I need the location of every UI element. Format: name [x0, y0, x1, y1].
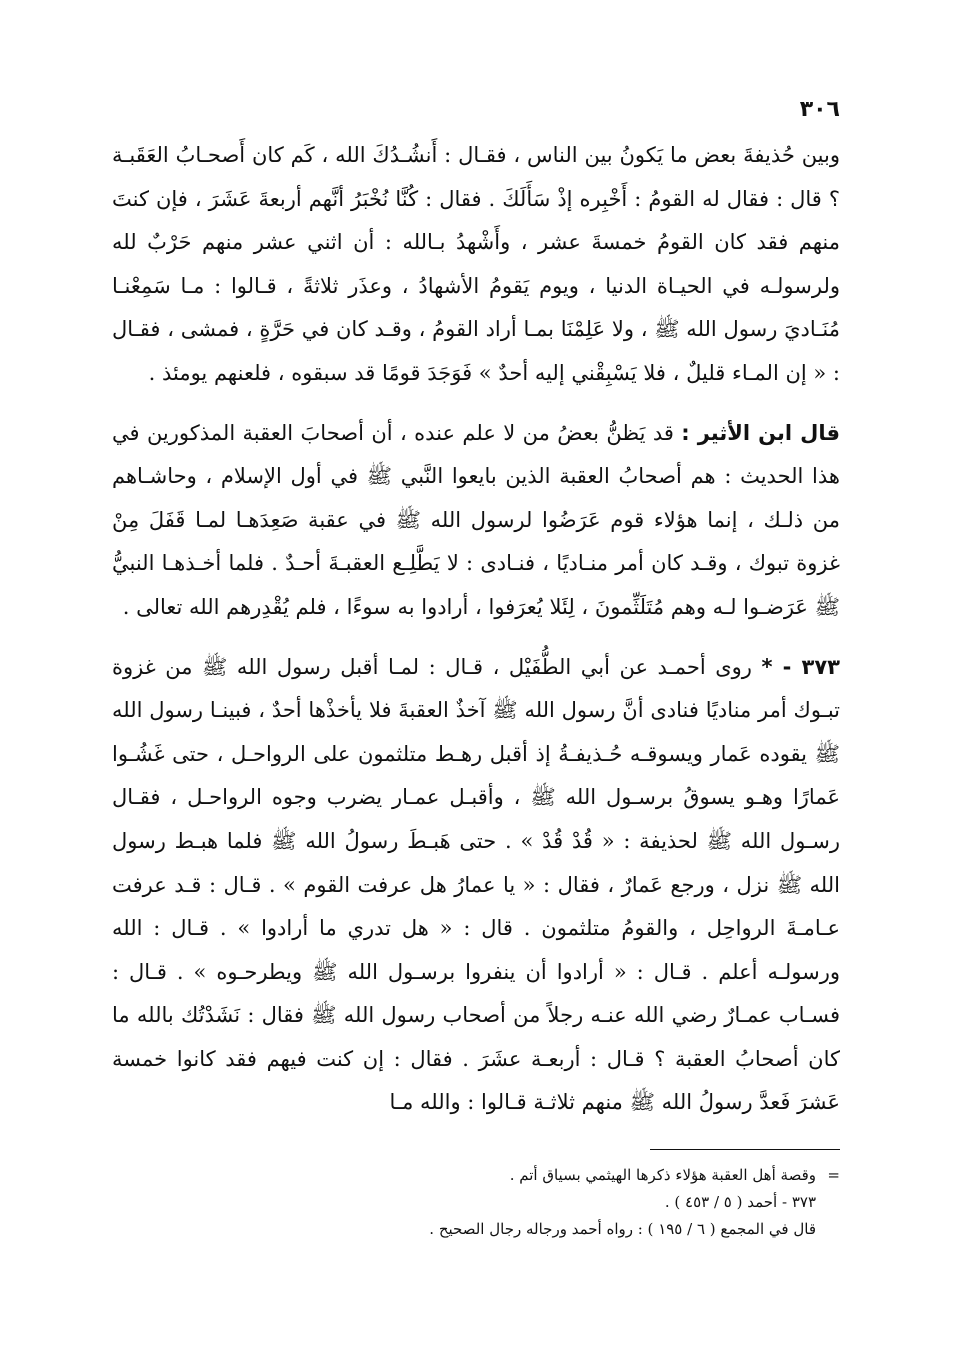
paragraph-1 — [112, 134, 840, 396]
hadith-number: ٣٧٣ - * — [761, 654, 840, 679]
footnote-line — [112, 1162, 840, 1189]
footnote-text: وقصة أهل العقبة هؤلاء ذكرها الهيثمي بسياق أتم . — [509, 1166, 816, 1185]
footnote-divider — [650, 1149, 840, 1150]
footnote-marker — [816, 1216, 840, 1243]
paragraph-3 — [112, 646, 840, 1126]
paragraph-text: روى أحمـد عن أبي الطُّفَيْل ، قـال : لمـا أقبل رسول الله ﷺ من غزوة تبـوك أمر مناديًا فنادى أنَّ رسول الله ﷺ آخذٌ العقبةَ فلا يأخذْها أحدٌ ، فبينـا رسول الله ﷺ يقوده عَمار ويسوقـه حُـذيفـةُ إذ أقبل رهـط متلثمون على الرواحـل ، حتى غَشُـوا عَمارًا وهـو يسوقُ برسـول الله ﷺ ، وأقبـل عمـار يضرب وجوه الرواحـل ، فقـال رسـول الله ﷺ لحذيفة : « قُدْ قُدْ » . حتى هَبـطَ رسولُ الله ﷺ فلما هبـط رسول الله ﷺ نزل ، ورجع عَمارٌ ، فقال : « يا عمارُ هل عرفت القوم » . قـال : قـد عرفت عـامـةَ الرواحِل ، والقومُ متلثمون . قال : « هل تدري ما أرادوا » . قـال : الله ورسولـه أعلم . قـال : « أرادوا أن ينفروا برسـول الله ﷺ ويطرحـوه » . قـال : فسـاب عمـارٌ رضي الله عنـه رجلاً من أصحاب رسول الله ﷺ فقال : نَشَدْتُك بالله ما كان أصحابُ العقبة ؟ قـال : أربعـة عشَرَ . فقال : إن كنت فيهم فقد كانوا خمسة عَشرَ فَعدَّ رسولُ الله ﷺ منهم ثلاثـة قـالوا : والله مـا — [112, 654, 840, 1115]
footnote-text: ٣٧٣ - أحمد ( ٥ / ٤٥٣ ) . — [664, 1193, 816, 1212]
paragraph-2 — [112, 412, 840, 630]
paragraph-text: قد يَظنُّ بعضُ من لا علم عنده ، أن أصحابَ العقبة المذكورين في هذا الحديث : هم أصحابُ العقبة الذين بايعوا النَّبي ﷺ في أول الإسلام ، وحاشـاهم من ذلـك ، إنما هؤلاء قوم عَرَضُوا لرسول الله ﷺ في عقبة صَعِدَهـا لمـا قَفَلَ مِنْ غزوة تبوك ، وقـد كان أمر منـاديًا ، فنـادى : لا يَطَّلِـع العقبـةَ أحـدٌ . فلما أخـذهـا النبيُّ ﷺ عَرَضـوا لـه وهم مُتَلَثِّمونَ ، لِئَلا يُعرَفوا ، أرادوا به سوءًا ، فلم يُقْدِرهم الله تعالى . — [112, 420, 840, 619]
footnote-marker — [816, 1189, 840, 1216]
footnotes — [112, 1162, 840, 1243]
paragraph-text: وبين حُذيفةَ بعض ما يَكونُ بين الناس ، فقـال : أَنشُـدُكَ الله ، كَم كان أَصحـابُ العَقَبـة ؟ قال : فقال له القومُ : أَخْبِره إذْ سَأَلَكَ . فقال : كُنَّا نُخْبَرُ أنَّهم أربعةَ عَشَرَ ، فإن كنتَ منهم فقد كان القومُ خمسةَ عشر ، وأَشْهدُ بـالله : أن اثني عشر منهم حَرْبٌ لله ولرسولـه في الحيـاة الدنيا ، ويوم يَقومُ الأشهادُ ، وعذَر ثلاثةً ، قـالوا : مـا سَمِعْنـا مُنَـاديَ رسول الله ﷺ ، ولا عَلِمْنَا بمـا أراد القومُ ، وقـد كان في حَرَّةٍ ، فمشى ، فقـال : « إن المـاء قليلٌ ، فلا يَسْبِقْني إليه أحدٌ » فَوَجَدَ قومًا قد سبقوه ، فلعنهم يومئذ . — [112, 143, 840, 385]
footnote-line — [112, 1216, 840, 1243]
book-page — [112, 86, 840, 1286]
footnote-text: قال في المجمع ( ٦ / ١٩٥ ) : رواه أحمد ورجاله رجال الصحيح . — [429, 1220, 816, 1239]
footnote-line — [112, 1189, 840, 1216]
page-number: ٣٠٦ — [799, 97, 840, 122]
footnote-marker: = — [827, 1166, 840, 1185]
body-text — [112, 134, 840, 1125]
paragraph-lead: قال ابن الأثير : — [681, 420, 840, 445]
